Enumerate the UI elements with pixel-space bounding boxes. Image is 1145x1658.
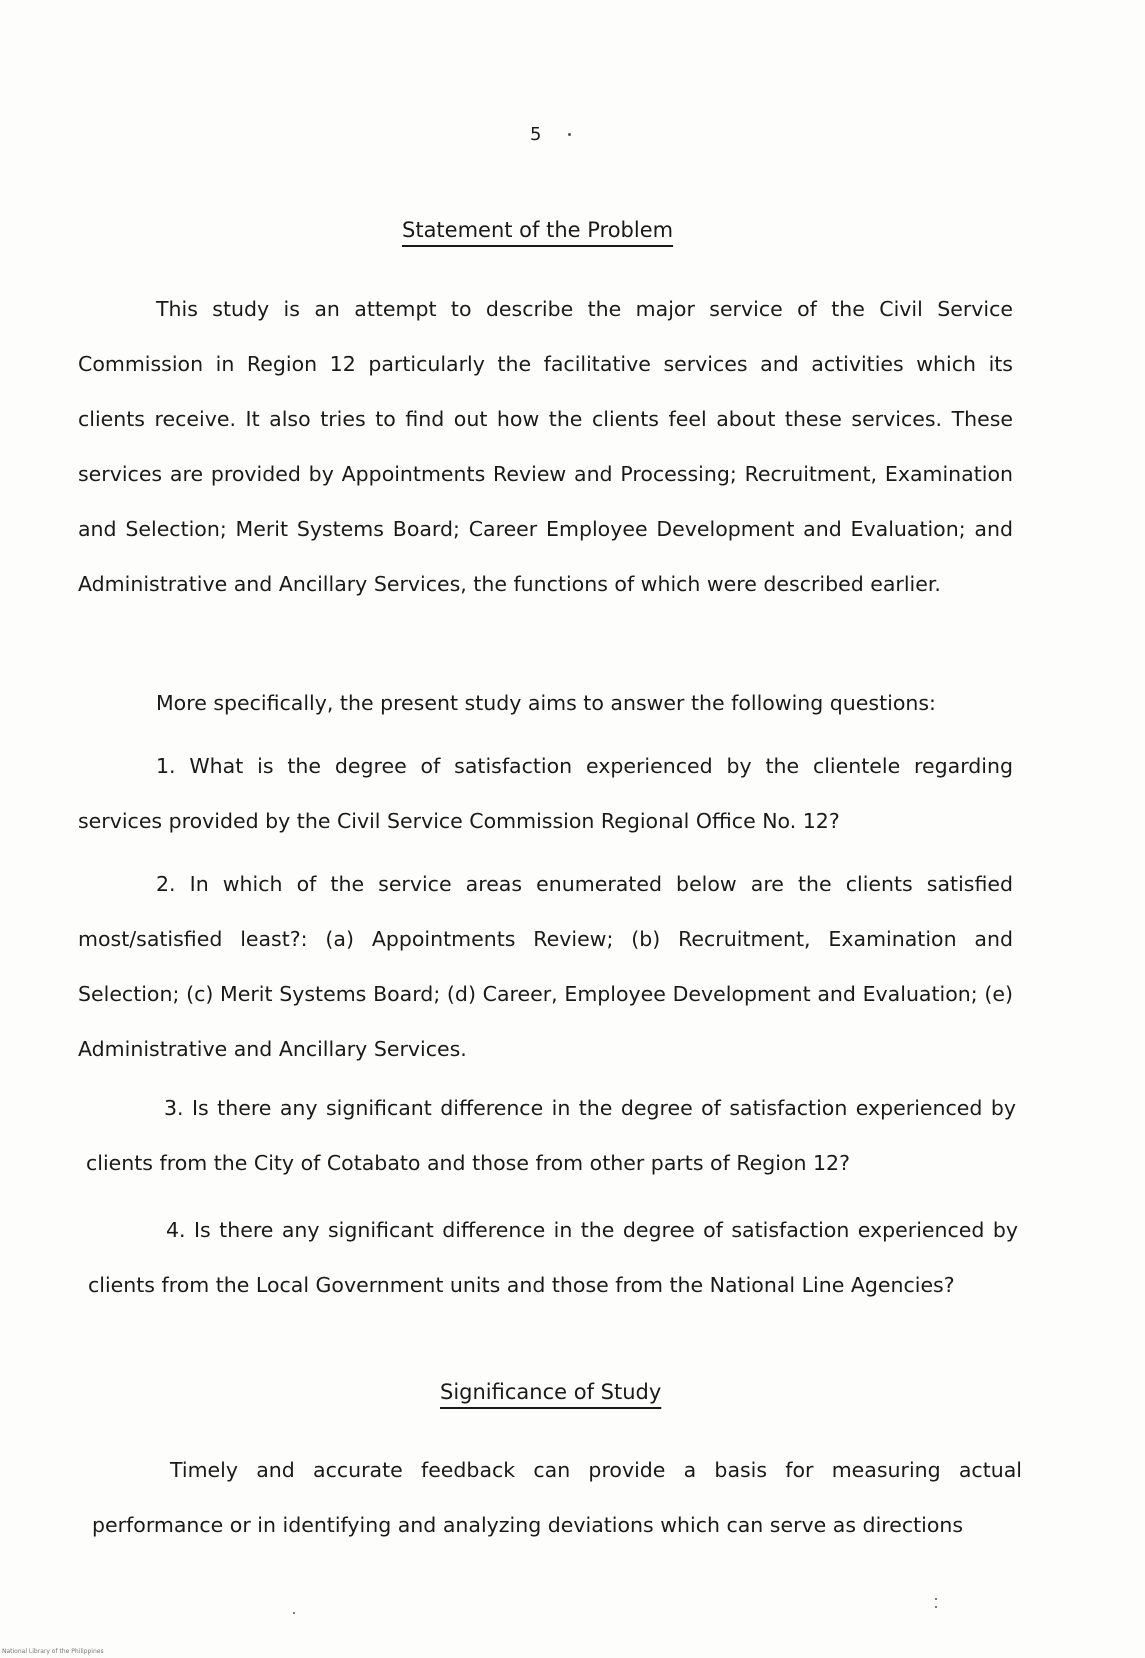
question-2: 2. In which of the service areas enumerated below are the clients satisfied most/satisfied least?: (a) Appointments Review; (b) Recruitment, Examination and Selection; (c) Merit Systems Board; (d) Career, Employee Development and Evaluation; (e) Administrative and Ancillary Services. <box>78 872 1013 1061</box>
scan-footer-note: National Library of the Philippines <box>2 1648 104 1655</box>
question-3: 3. Is there any significant difference in the degree of satisfaction experienced by clients from the City of Cotabato and those from other parts of Region 12? <box>86 1096 1016 1175</box>
scan-speck <box>568 133 571 136</box>
scan-speck <box>935 1606 937 1608</box>
paragraph-intro: This study is an attempt to describe the major service of the Civil Service Commission in Region 12 particularly the facilitative services and activities which its clients receive. It also tries to find out how the clients feel about these services. These services are provided by Appointments Review and Processing; Recruitment, Examination and Selection; Merit Systems Board; Career Employee Development and Evaluation; and Administrative and Ancillary Services, the functions of which were described earlier. <box>78 297 1013 596</box>
section-heading-problem: Statement of the Problem <box>402 218 674 242</box>
page-number: 5 <box>530 124 542 145</box>
question-4: 4. Is there any significant difference in the degree of satisfaction experienced by clients from the Local Government units and those from the National Line Agencies? <box>88 1218 1018 1297</box>
scan-speck <box>293 1612 295 1614</box>
section-heading-significance: Significance of Study <box>440 1380 662 1404</box>
paragraph-more-specifically: More specifically, the present study aims to answer the following questions: <box>156 691 936 715</box>
question-1: 1. What is the degree of satisfaction experienced by the clientele regarding services provided by the Civil Service Commission Regional Office No. 12? <box>78 754 1013 833</box>
scan-speck <box>935 1598 937 1600</box>
paragraph-significance: Timely and accurate feedback can provide a basis for measuring actual performance or in identifying and analyzing deviations which can serve as directions <box>92 1458 1022 1537</box>
